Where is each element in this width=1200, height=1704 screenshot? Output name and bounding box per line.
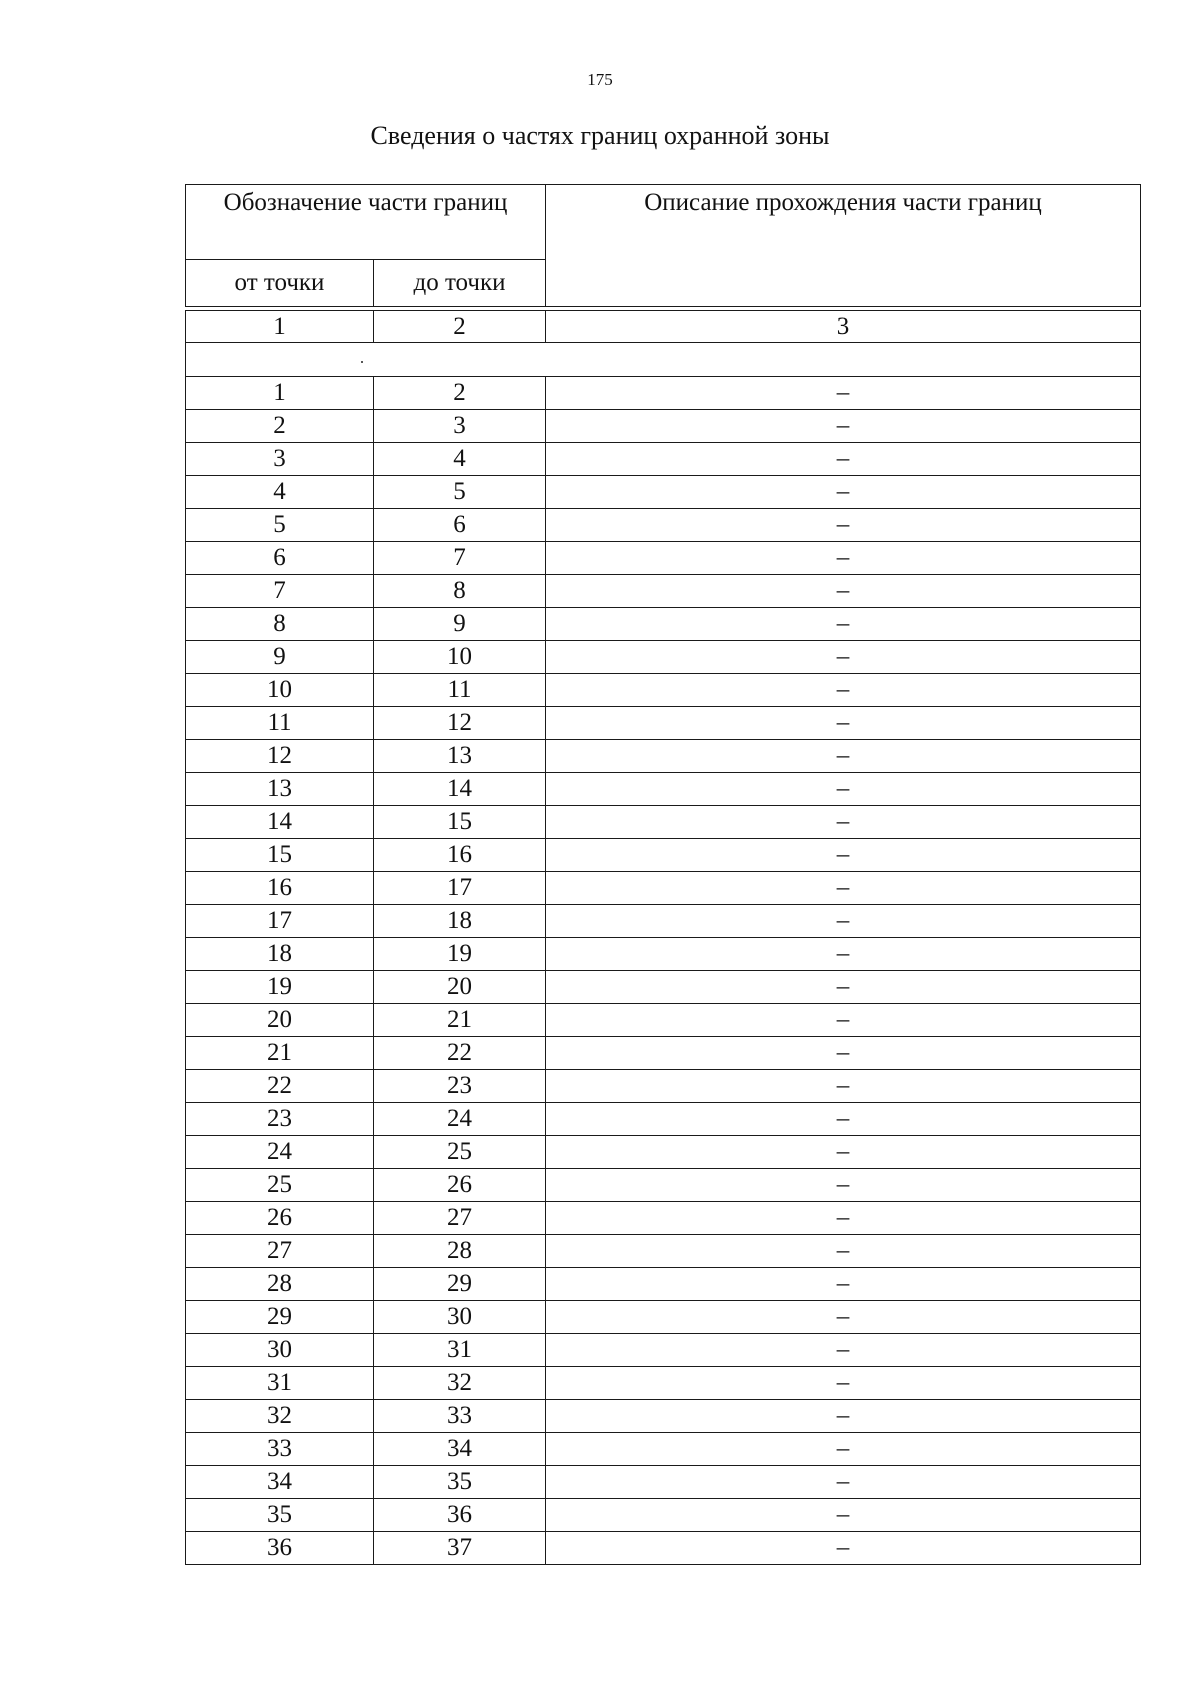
description-value: – [836, 445, 850, 472]
description-value: – [836, 1336, 850, 1363]
description-cell [546, 410, 1141, 443]
to-point-cell: 34 [374, 1433, 546, 1466]
description-cell [546, 1301, 1141, 1334]
description-cell [546, 1136, 1141, 1169]
table-row [186, 443, 1141, 476]
description-value: – [836, 940, 850, 967]
from-point-cell: 10 [186, 674, 374, 707]
section-cell [186, 343, 1141, 377]
to-point-cell: 5 [374, 476, 546, 509]
description-value: – [836, 511, 850, 538]
table-row [186, 1103, 1141, 1136]
to-point-cell: 28 [374, 1235, 546, 1268]
table-row [186, 1070, 1141, 1103]
table-row [186, 575, 1141, 608]
from-point-cell: 36 [186, 1532, 374, 1565]
from-point-cell: 27 [186, 1235, 374, 1268]
to-point-cell: 19 [374, 938, 546, 971]
to-point-cell: 17 [374, 872, 546, 905]
description-value: – [836, 577, 850, 604]
from-point-cell: 5 [186, 509, 374, 542]
table-row [186, 377, 1141, 410]
description-cell [546, 872, 1141, 905]
description-cell [546, 1070, 1141, 1103]
from-point-cell: 18 [186, 938, 374, 971]
table-row [186, 1301, 1141, 1334]
description-cell [546, 608, 1141, 641]
from-point-cell: 4 [186, 476, 374, 509]
table-row [186, 674, 1141, 707]
to-point-cell: 14 [374, 773, 546, 806]
to-point-cell: 36 [374, 1499, 546, 1532]
description-value: – [836, 379, 850, 406]
header-description: Описание прохождения части границ [546, 185, 1141, 307]
to-point-cell: 22 [374, 1037, 546, 1070]
description-cell [546, 641, 1141, 674]
table-row [186, 1268, 1141, 1301]
table-row [186, 641, 1141, 674]
from-point-cell: 24 [186, 1136, 374, 1169]
from-point-cell: 13 [186, 773, 374, 806]
description-value: – [836, 1534, 850, 1561]
page-number: 175 [587, 70, 613, 89]
description-value: – [836, 1072, 850, 1099]
table-row [186, 872, 1141, 905]
to-point-cell: 18 [374, 905, 546, 938]
description-value: – [836, 610, 850, 637]
to-point-cell: 9 [374, 608, 546, 641]
description-cell [546, 1367, 1141, 1400]
to-point-cell: 7 [374, 542, 546, 575]
from-point-cell: 30 [186, 1334, 374, 1367]
description-value: – [836, 1369, 850, 1396]
to-point-cell: 35 [374, 1466, 546, 1499]
from-point-cell: 2 [186, 410, 374, 443]
description-value: – [836, 1402, 850, 1429]
from-point-cell: 1 [186, 377, 374, 410]
description-value: – [836, 841, 850, 868]
description-value: – [836, 874, 850, 901]
to-point-cell: 24 [374, 1103, 546, 1136]
description-value: – [836, 709, 850, 736]
section-row [186, 343, 1141, 377]
to-point-cell: 31 [374, 1334, 546, 1367]
to-point-cell: 10 [374, 641, 546, 674]
table-row [186, 1037, 1141, 1070]
column-number-cell: 2 [374, 311, 546, 343]
description-cell [546, 1004, 1141, 1037]
description-cell [546, 839, 1141, 872]
to-point-cell: 25 [374, 1136, 546, 1169]
description-cell [546, 1103, 1141, 1136]
from-point-cell: 33 [186, 1433, 374, 1466]
description-value: – [836, 412, 850, 439]
description-cell [546, 1499, 1141, 1532]
description-value: – [836, 907, 850, 934]
to-point-cell: 3 [374, 410, 546, 443]
description-cell [546, 773, 1141, 806]
from-point-cell: 9 [186, 641, 374, 674]
from-point-cell: 6 [186, 542, 374, 575]
from-point-cell: 14 [186, 806, 374, 839]
header-from-point: от точки [186, 260, 374, 307]
description-value: – [836, 1105, 850, 1132]
from-point-cell: 3 [186, 443, 374, 476]
table-row [186, 1334, 1141, 1367]
description-cell [546, 509, 1141, 542]
table-body [186, 185, 1141, 1565]
from-point-cell: 22 [186, 1070, 374, 1103]
description-cell [546, 1334, 1141, 1367]
table-row [186, 410, 1141, 443]
table-row [186, 773, 1141, 806]
description-value: – [836, 676, 850, 703]
description-value: – [836, 478, 850, 505]
description-cell [546, 542, 1141, 575]
description-cell [546, 905, 1141, 938]
table-row [186, 806, 1141, 839]
description-cell [546, 1235, 1141, 1268]
description-value: – [836, 1039, 850, 1066]
description-value: – [836, 1171, 850, 1198]
table-row [186, 476, 1141, 509]
table-row [186, 608, 1141, 641]
description-cell [546, 674, 1141, 707]
to-point-cell: 13 [374, 740, 546, 773]
description-value: – [836, 1303, 850, 1330]
from-point-cell: 23 [186, 1103, 374, 1136]
description-value: – [836, 1501, 850, 1528]
to-point-cell: 32 [374, 1367, 546, 1400]
to-point-cell: 4 [374, 443, 546, 476]
table-row [186, 1433, 1141, 1466]
to-point-cell: 27 [374, 1202, 546, 1235]
to-point-cell: 26 [374, 1169, 546, 1202]
table-row [186, 740, 1141, 773]
description-value: – [836, 775, 850, 802]
to-point-cell: 29 [374, 1268, 546, 1301]
table-row [186, 1202, 1141, 1235]
from-point-cell: 7 [186, 575, 374, 608]
to-point-cell: 8 [374, 575, 546, 608]
to-point-cell: 15 [374, 806, 546, 839]
description-cell [546, 1037, 1141, 1070]
to-point-cell: 21 [374, 1004, 546, 1037]
from-point-cell: 11 [186, 707, 374, 740]
description-cell [546, 1466, 1141, 1499]
column-number-cell: 3 [546, 311, 1141, 343]
table-row [186, 542, 1141, 575]
from-point-cell: 20 [186, 1004, 374, 1037]
header-to-point: до точки [374, 260, 546, 307]
from-point-cell: 25 [186, 1169, 374, 1202]
description-cell [546, 1202, 1141, 1235]
description-cell [546, 377, 1141, 410]
description-cell [546, 740, 1141, 773]
description-cell [546, 1169, 1141, 1202]
table-row [186, 1499, 1141, 1532]
description-value: – [836, 643, 850, 670]
from-point-cell: 34 [186, 1466, 374, 1499]
to-point-cell: 33 [374, 1400, 546, 1433]
description-cell [546, 1268, 1141, 1301]
description-cell [546, 806, 1141, 839]
page-title: Сведения о частях границ охранной зоны [370, 121, 830, 150]
table-row [186, 509, 1141, 542]
to-point-cell: 23 [374, 1070, 546, 1103]
table-row [186, 1400, 1141, 1433]
column-number-cell: 1 [186, 311, 374, 343]
dot-mark [361, 361, 363, 363]
table-row [186, 707, 1141, 740]
to-point-cell: 2 [374, 377, 546, 410]
from-point-cell: 12 [186, 740, 374, 773]
description-cell [546, 476, 1141, 509]
table-row [186, 1004, 1141, 1037]
description-cell [546, 1433, 1141, 1466]
description-cell [546, 938, 1141, 971]
to-point-cell: 12 [374, 707, 546, 740]
table-row [186, 1466, 1141, 1499]
description-cell [546, 1532, 1141, 1565]
description-cell [546, 707, 1141, 740]
from-point-cell: 19 [186, 971, 374, 1004]
description-value: – [836, 742, 850, 769]
from-point-cell: 35 [186, 1499, 374, 1532]
from-point-cell: 21 [186, 1037, 374, 1070]
to-point-cell: 16 [374, 839, 546, 872]
from-point-cell: 31 [186, 1367, 374, 1400]
description-value: – [836, 1468, 850, 1495]
description-value: – [836, 973, 850, 1000]
description-value: – [836, 544, 850, 571]
table-row [186, 971, 1141, 1004]
boundary-parts-table [185, 184, 1141, 1565]
from-point-cell: 15 [186, 839, 374, 872]
description-cell [546, 443, 1141, 476]
table-row [186, 1136, 1141, 1169]
table-row [186, 905, 1141, 938]
description-cell [546, 575, 1141, 608]
description-value: – [836, 1237, 850, 1264]
to-point-cell: 6 [374, 509, 546, 542]
table-row [186, 938, 1141, 971]
to-point-cell: 20 [374, 971, 546, 1004]
description-value: – [836, 1435, 850, 1462]
table-row [186, 1532, 1141, 1565]
from-point-cell: 26 [186, 1202, 374, 1235]
from-point-cell: 32 [186, 1400, 374, 1433]
description-value: – [836, 808, 850, 835]
to-point-cell: 11 [374, 674, 546, 707]
column-number-row [186, 311, 1141, 343]
from-point-cell: 29 [186, 1301, 374, 1334]
from-point-cell: 16 [186, 872, 374, 905]
to-point-cell: 37 [374, 1532, 546, 1565]
table-row [186, 1235, 1141, 1268]
description-value: – [836, 1138, 850, 1165]
description-value: – [836, 1204, 850, 1231]
description-value: – [836, 1270, 850, 1297]
description-value: – [836, 1006, 850, 1033]
to-point-cell: 30 [374, 1301, 546, 1334]
header-boundary-designation: Обозначение части границ [186, 185, 546, 260]
description-cell [546, 1400, 1141, 1433]
table-row [186, 839, 1141, 872]
from-point-cell: 17 [186, 905, 374, 938]
from-point-cell: 28 [186, 1268, 374, 1301]
header-row [186, 185, 1141, 260]
table-row [186, 1169, 1141, 1202]
description-cell [546, 971, 1141, 1004]
table-row [186, 1367, 1141, 1400]
from-point-cell: 8 [186, 608, 374, 641]
